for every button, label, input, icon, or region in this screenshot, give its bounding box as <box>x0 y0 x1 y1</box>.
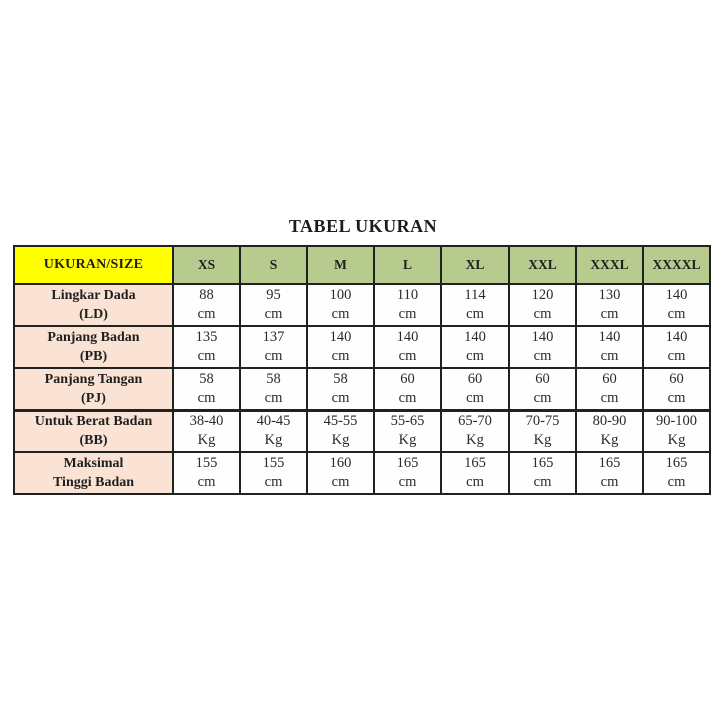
cell-value: 65-70 <box>458 413 492 430</box>
page-title: TABEL UKURAN <box>288 216 438 236</box>
table-cell <box>240 326 307 368</box>
cell-unit: cm <box>600 474 619 490</box>
table-cell <box>643 410 710 452</box>
table-cell <box>441 326 509 368</box>
row-label-panjang-badan <box>14 326 173 368</box>
cell-value: 55-65 <box>390 413 425 430</box>
cell-unit: cm <box>398 348 417 364</box>
cell-value: 165 <box>665 455 688 471</box>
table-cell <box>307 410 374 452</box>
cell-value: 45-55 <box>323 413 358 430</box>
table-cell <box>173 368 240 410</box>
cell-unit: cm <box>600 348 619 364</box>
table-cell <box>441 284 509 326</box>
table-cell <box>576 326 643 368</box>
cell-value: 80-90 <box>592 413 627 430</box>
cell-value: 140 <box>396 329 419 345</box>
row-label-line2: Tinggi Badan <box>52 475 135 490</box>
row-label-line2: (PJ) <box>81 390 106 406</box>
cell-unit: cm <box>398 306 417 322</box>
table-cell <box>240 410 307 452</box>
cell-unit: cm <box>264 389 283 406</box>
table-row-lingkar-dada <box>14 284 710 326</box>
table-cell <box>240 452 307 494</box>
table-cell <box>374 284 441 326</box>
table-cell <box>441 368 509 410</box>
table-cell <box>576 410 643 452</box>
cell-value: 140 <box>531 329 554 345</box>
cell-value: 60 <box>400 370 415 387</box>
cell-unit: Kg <box>533 432 552 449</box>
cell-unit: cm <box>398 389 417 406</box>
cell-unit: cm <box>600 389 619 406</box>
table-cell <box>240 368 307 410</box>
cell-unit: cm <box>331 306 350 322</box>
cell-value: 38-40 <box>189 413 224 430</box>
row-label-panjang-tangan <box>14 368 173 410</box>
cell-unit: cm <box>197 474 216 490</box>
table-row-panjang-badan <box>14 326 710 368</box>
header-size-xs: XS <box>173 246 240 284</box>
table-cell <box>643 326 710 368</box>
table-cell <box>576 452 643 494</box>
table-cell <box>374 368 441 410</box>
header-size-xxxl: XXXL <box>576 246 643 284</box>
row-label-line2: (PB) <box>79 349 108 364</box>
header-row <box>14 246 710 284</box>
table-cell <box>240 284 307 326</box>
cell-unit: cm <box>667 348 686 364</box>
cell-value: 120 <box>531 287 554 303</box>
row-label-line1: Panjang Badan <box>47 330 140 345</box>
table-cell <box>173 284 240 326</box>
table-cell <box>576 368 643 410</box>
cell-unit: Kg <box>466 432 484 449</box>
cell-value: 155 <box>262 455 285 471</box>
cell-value: 140 <box>665 329 688 345</box>
cell-unit: cm <box>466 474 484 490</box>
row-label-line2: (LD) <box>79 307 108 322</box>
cell-unit: cm <box>264 306 283 322</box>
table-row-berat-badan <box>14 410 710 452</box>
table-cell <box>509 452 576 494</box>
header-size-xl: XL <box>441 246 509 284</box>
cell-value: 165 <box>396 455 419 471</box>
cell-unit: cm <box>466 306 484 322</box>
row-label-line1: Maksimal <box>63 456 124 471</box>
cell-unit: cm <box>398 474 417 490</box>
cell-unit: cm <box>197 306 216 322</box>
cell-value: 130 <box>598 287 621 303</box>
cell-value: 140 <box>329 329 352 345</box>
cell-unit: cm <box>331 348 350 364</box>
table-cell <box>374 326 441 368</box>
header-size-xxl: XXL <box>509 246 576 284</box>
table-row-maksimal-tinggi-badan <box>14 452 710 494</box>
cell-value: 165 <box>464 455 486 471</box>
table-cell <box>509 368 576 410</box>
cell-value: 58 <box>199 370 214 387</box>
cell-unit: cm <box>667 474 686 490</box>
header-size-s: S <box>240 246 307 284</box>
cell-value: 40-45 <box>256 413 291 430</box>
cell-unit: cm <box>533 389 552 406</box>
cell-value: 95 <box>266 287 281 303</box>
cell-unit: cm <box>533 348 552 364</box>
cell-unit: cm <box>600 306 619 322</box>
table-cell <box>509 410 576 452</box>
table-cell <box>307 284 374 326</box>
cell-value: 137 <box>262 329 285 345</box>
table-cell <box>307 452 374 494</box>
table-cell <box>643 452 710 494</box>
cell-value: 58 <box>333 370 348 387</box>
table-cell <box>509 284 576 326</box>
cell-value: 90-100 <box>655 413 698 430</box>
cell-value: 60 <box>602 370 617 387</box>
size-table <box>13 245 711 495</box>
cell-value: 140 <box>598 329 621 345</box>
cell-unit: cm <box>197 348 216 364</box>
table-cell <box>307 326 374 368</box>
row-label-berat-badan <box>14 410 173 452</box>
cell-value: 135 <box>195 329 218 345</box>
cell-unit: Kg <box>331 432 350 449</box>
table-cell <box>374 410 441 452</box>
cell-value: 70-75 <box>525 413 560 430</box>
header-size-xxxxl: XXXXL <box>643 246 710 284</box>
cell-unit: Kg <box>667 432 686 449</box>
table-cell <box>173 410 240 452</box>
cell-unit: cm <box>331 389 350 406</box>
cell-unit: cm <box>533 474 552 490</box>
cell-value: 110 <box>396 287 419 303</box>
cell-value: 165 <box>531 455 554 471</box>
cell-unit: cm <box>264 474 283 490</box>
cell-unit: cm <box>667 306 686 322</box>
cell-unit: Kg <box>398 432 417 449</box>
cell-unit: Kg <box>600 432 619 449</box>
cell-value: 114 <box>464 287 486 303</box>
cell-unit: cm <box>466 389 484 406</box>
row-label-line1: Lingkar Dada <box>51 288 136 303</box>
table-cell <box>441 410 509 452</box>
cell-unit: cm <box>331 474 350 490</box>
row-label-line1: Untuk Berat Badan <box>34 414 153 430</box>
row-label-maksimal-tinggi-badan <box>14 452 173 494</box>
cell-unit: cm <box>197 389 216 406</box>
header-size-l: L <box>374 246 441 284</box>
cell-unit: cm <box>264 348 283 364</box>
header-ukuran-size: UKURAN/SIZE <box>14 246 173 284</box>
header-size-m: M <box>307 246 374 284</box>
row-label-lingkar-dada <box>14 284 173 326</box>
table-cell <box>576 284 643 326</box>
table-cell <box>643 284 710 326</box>
cell-unit: cm <box>533 306 552 322</box>
cell-value: 165 <box>598 455 621 471</box>
table-cell <box>173 452 240 494</box>
table-row-panjang-tangan <box>14 368 710 410</box>
cell-value: 100 <box>329 287 352 303</box>
table-cell <box>643 368 710 410</box>
cell-value: 88 <box>199 287 214 303</box>
row-label-line1: Panjang Tangan <box>44 371 143 387</box>
cell-value: 140 <box>464 329 486 345</box>
table-cell <box>509 326 576 368</box>
cell-value: 155 <box>195 455 218 471</box>
table-cell <box>173 326 240 368</box>
cell-unit: cm <box>466 348 484 364</box>
table-cell <box>374 452 441 494</box>
cell-unit: Kg <box>197 432 216 449</box>
cell-value: 60 <box>535 370 550 387</box>
cell-value: 60 <box>669 370 684 387</box>
cell-unit: Kg <box>264 432 283 449</box>
cell-value: 160 <box>329 455 352 471</box>
table-cell <box>307 368 374 410</box>
table-cell <box>441 452 509 494</box>
cell-unit: cm <box>667 389 686 406</box>
cell-value: 60 <box>467 370 483 387</box>
cell-value: 140 <box>665 287 688 303</box>
row-label-line2: (BB) <box>79 433 108 449</box>
cell-value: 58 <box>266 370 281 387</box>
